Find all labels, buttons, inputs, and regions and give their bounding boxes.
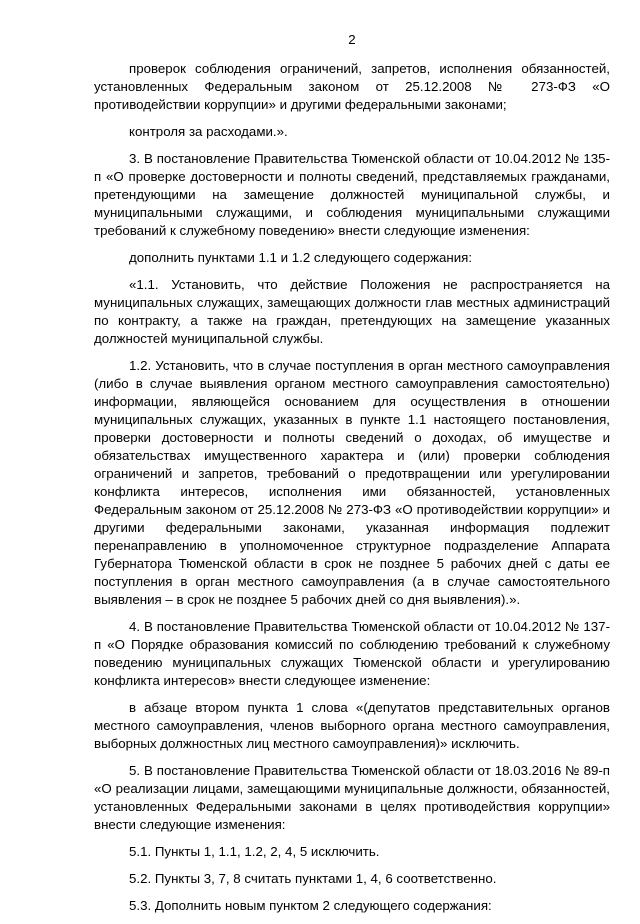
paragraph-item-5-1: 5.1. Пункты 1, 1.1, 1.2, 2, 4, 5 исключить. (129, 844, 380, 859)
paragraph-item-1-2: 1.2. Установить, что в случае поступления в орган местного самоуправления (либо в случае выявления органом местного самоуправления самостоятельно) информации, являющейся основанием для осуществления в отношении муниципальных служащих, указанных в пункте 1.1 настоящего постановления, проверки достоверности и полноты сведений о доходах, об имуществе и обязательствах имущественного характера и (или) проверки соблюдения ограничений и запретов, требований о предотвращении или урегулировании конфликта интересов, исполнения ими обязанностей, установленных Федеральным законом от 25.12.2008 № 273-ФЗ «О противодействии коррупции» и другими федеральными законами, указанная информация подлежит перенаправлению в уполномоченное структурное подразделение Аппарата Губернатора Тюменской области в срок не позднее 5 рабочих дней с даты ее поступления в орган местного самоуправления (а в случае самостоятельного выявления – в срок не позднее 5 рабочих дней со дня выявления).». (94, 358, 610, 607)
paragraph-expense-control: контроля за расходами.». (129, 124, 288, 139)
paragraph-item-4: 4. В постановление Правительства Тюменской области от 10.04.2012 № 137-п «О Порядке образования комиссий по соблюдению требований к служебному поведению муниципальных служащих Тюменской области и урегулированию конфликта интересов» внести следующее изменение: (94, 619, 610, 688)
document-page (94, 0, 610, 913)
paragraph-item-5-3: 5.3. Дополнить новым пунктом 2 следующего содержания: (129, 898, 492, 913)
paragraph-item-5: 5. В постановление Правительства Тюменской области от 18.03.2016 № 89-п «О реализации лицами, замещающими муниципальные должности, обязанностей, установленных Федеральными законами в целях противодействия коррупции» внести следующие изменения: (94, 763, 610, 832)
paragraph-add-items: дополнить пунктами 1.1 и 1.2 следующего содержания: (129, 250, 473, 265)
document-body (94, 60, 610, 924)
paragraph-item-1-1: «1.1. Установить, что действие Положения не распространяется на муниципальных служащих, замещающих должности глав местных администраций по контракту, а также на граждан, претендующих на замещение указанных должностей муниципальной службы. (94, 277, 610, 346)
paragraph-inspections-continued: проверок соблюдения ограничений, запретов, исполнения обязанностей, установленных Федеральным законом от 25.12.2008 № 273-ФЗ «О противодействии коррупции» и другими федеральными законами; (94, 61, 610, 112)
paragraph-item-3: 3. В постановление Правительства Тюменской области от 10.04.2012 № 135-п «О проверке достоверности и полноты сведений, представляемых гражданами, претендующими на замещение должностей муниципальной службы, и муниципальными служащими, и соблюдения муниципальными служащими требований к служебному поведению» внести следующие изменения: (94, 151, 610, 238)
paragraph-item-4-change: в абзаце втором пункта 1 слова «(депутатов представительных органов местного самоуправления, членов выборного органа местного самоуправления, выборных должностных лиц местного самоуправления)» исключить. (94, 700, 610, 751)
paragraph-item-5-2: 5.2. Пункты 3, 7, 8 считать пунктами 1, 4, 6 соответственно. (129, 871, 497, 886)
page-number: 2 (348, 32, 356, 47)
